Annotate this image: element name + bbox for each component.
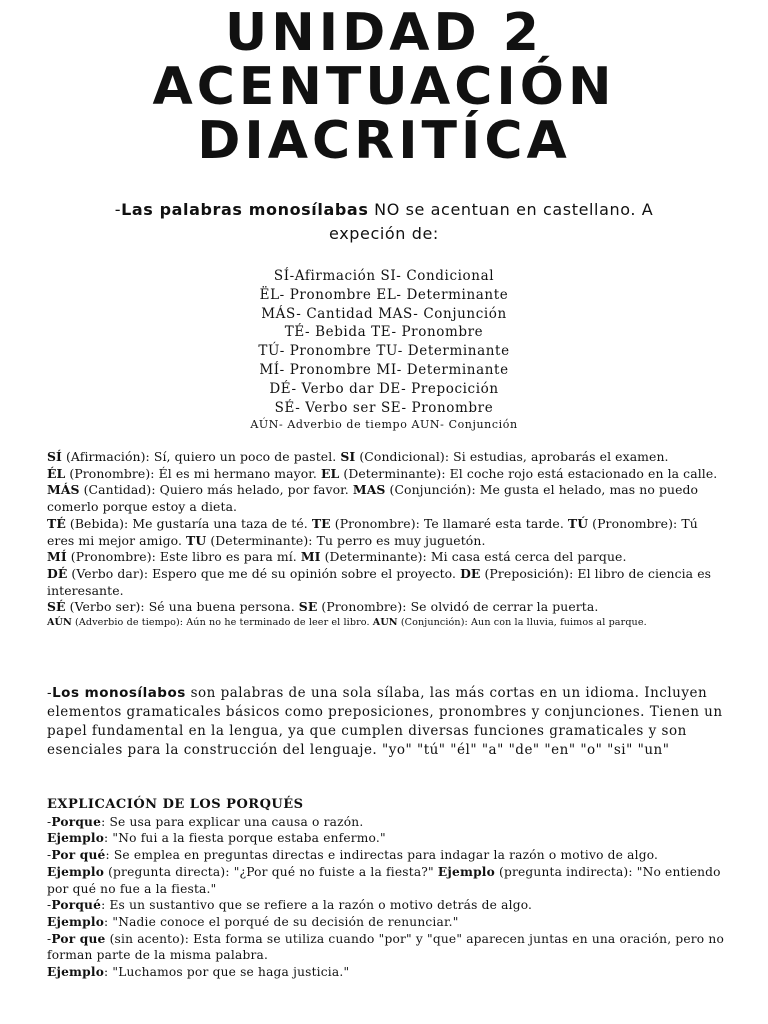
- example-text: (Conjunción): Me gusta el helado, mas no puedo comerlo porque estoy a dieta.: [47, 482, 699, 515]
- porque-text: (sin acento): Esta forma se utiliza cuando "por" y "que" aparecen juntas en una oración, pero no forman parte de la misma palabra.: [47, 931, 724, 963]
- example-word: SÍ: [47, 449, 62, 464]
- diacritic-pairs-list: [0, 267, 768, 433]
- example-word: SI: [340, 449, 356, 464]
- porque-word: Por qué: [51, 848, 106, 863]
- intro-dash: -: [114, 200, 122, 219]
- dash: -: [47, 814, 52, 829]
- porques-heading: EXPLICACIÓN DE LOS PORQUÉS: [47, 797, 304, 812]
- example-text: (Pronombre): Se olvidó de cerrar la puerta.: [317, 599, 599, 615]
- porque-text: : Es un sustantivo que se refiere a la razón o motivo detrás de algo.: [101, 898, 533, 913]
- example-mas: [47, 482, 727, 515]
- pair-item: ËL- Pronombre EL- Determinante: [259, 286, 509, 303]
- porques-section: [47, 797, 727, 981]
- ejemplo-label: Ejemplo: [47, 965, 105, 980]
- porque-noun-definition: [47, 897, 727, 914]
- monosilabos-paragraph: [47, 684, 727, 760]
- example-word: SE: [298, 599, 318, 615]
- porque-example-text: : "No fui a la fiesta porque estaba enfermo.": [104, 831, 386, 846]
- example-text: (Determinante): Tu perro es muy juguetón.: [206, 532, 486, 548]
- example-el: [47, 466, 727, 483]
- pair-item: SÉ- Verbo ser SE- Pronombre: [274, 399, 494, 416]
- mono-dash: -: [47, 685, 53, 701]
- example-aun: [47, 616, 727, 630]
- pair-item: MÁS- Cantidad MAS- Conjunción: [261, 305, 507, 322]
- intro-bold: Las palabras monosílabas: [121, 200, 369, 219]
- example-si: [47, 449, 727, 466]
- example-text: (Preposición): El libro de ciencia es interesante.: [47, 565, 712, 598]
- ejemplo-label: Ejemplo: [47, 864, 105, 879]
- pair-item: SÍ-Afirmación SI- Condicional: [273, 268, 495, 284]
- example-word: AÚN: [47, 617, 72, 629]
- example-text: (Pronombre): Tú eres mi mejor amigo.: [47, 515, 698, 548]
- porque-definition: [47, 814, 727, 831]
- intro-line-2: expeción de:: [329, 224, 439, 243]
- example-text: (Determinante): Mi casa está cerca del parque.: [320, 549, 627, 565]
- example-se: [47, 599, 727, 616]
- example-text: (Cantidad): Quiero más helado, por favor.: [79, 482, 353, 498]
- por-que-separate-definition: [47, 931, 727, 964]
- por-que-definition: [47, 847, 727, 864]
- example-word: TE: [311, 515, 331, 531]
- example-text: (Condicional): Si estudias, aprobarás el examen.: [355, 449, 669, 464]
- example-word: MI: [300, 549, 321, 565]
- porque-example-text: (pregunta indirecta): "No entiendo por qué no fue a la fiesta.": [47, 864, 721, 896]
- title-line-3: DIACRITÍCA: [197, 111, 571, 171]
- example-text: (Pronombre): Te llamaré esta tarde.: [330, 515, 568, 531]
- intro-rest: NO se acentuan en castellano. A: [368, 200, 654, 219]
- title-line-2: ACENTUACIÓN: [152, 57, 616, 117]
- porque-text: : Se emplea en preguntas directas e indirectas para indagar la razón o motivo de algo.: [105, 848, 659, 863]
- example-text: (Determinante): El coche rojo está estacionado en la calle.: [339, 465, 718, 481]
- example-word: TÉ: [47, 515, 66, 531]
- porque-example: [47, 830, 727, 847]
- ejemplo-label: Ejemplo: [47, 914, 105, 929]
- title-line-1: UNIDAD 2: [225, 3, 543, 63]
- pair-item: TÉ- Bebida TE- Pronombre: [284, 324, 484, 341]
- dash: -: [47, 931, 52, 946]
- pair-item: DÉ- Verbo dar DE- Prepocición: [269, 380, 499, 397]
- porque-example-text: : "Luchamos por que se haga justicia.": [104, 965, 350, 980]
- example-word: ÉL: [47, 465, 66, 481]
- example-text: (Bebida): Me gustaría una taza de té.: [65, 515, 312, 531]
- pair-item-aun: AÚN- Adverbio de tiempo AUN- Conjunción: [250, 418, 518, 432]
- ejemplo-label: Ejemplo: [47, 831, 105, 846]
- example-de: [47, 566, 727, 599]
- example-word: MÍ: [47, 549, 67, 565]
- example-text: (Pronombre): Él es mi hermano mayor.: [65, 465, 321, 481]
- porque-text: : Se usa para explicar una causa o razón.: [101, 814, 364, 829]
- example-word: MÁS: [47, 482, 80, 498]
- ejemplo-label: Ejemplo: [437, 864, 495, 879]
- pair-item: MÍ- Pronombre MI- Determinante: [259, 361, 509, 378]
- porque-example-text: : "Nadie conoce el porqué de su decisión de renunciar.": [104, 914, 459, 929]
- example-text: (Verbo ser): Sé una buena persona.: [65, 599, 299, 615]
- pair-item: TÚ- Pronombre TU- Determinante: [258, 343, 510, 360]
- document-title: [0, 3, 768, 171]
- example-word: TU: [186, 532, 207, 548]
- mono-rest: son palabras de una sola sílaba, las más cortas en un idioma. Incluyen elementos gramaticales básicos como preposiciones, pronombres y conjunciones. Tienen un papel fundamental en la lengua, ya que cumplen diversas funciones gramaticales y son esenciales para la construcción del lenguaje. "yo" "tú" "él" "a" "de" "en" "o" "si" "un": [47, 685, 723, 758]
- intro-paragraph: [60, 198, 708, 246]
- dash: -: [47, 898, 52, 913]
- example-mi: [47, 549, 727, 566]
- example-text: (Adverbio de tiempo): Aún no he terminado de leer el libro.: [71, 617, 373, 629]
- dash: -: [47, 848, 52, 863]
- por-que-examples: [47, 864, 727, 897]
- example-word: TÚ: [567, 515, 589, 531]
- example-word: SÉ: [47, 599, 66, 615]
- example-te-tu: [47, 516, 727, 549]
- example-word: EL: [321, 465, 340, 481]
- por-que-separate-example: [47, 964, 727, 981]
- example-text: (Verbo dar): Espero que me dé su opinión sobre el proyecto.: [67, 565, 461, 581]
- example-text: (Conjunción): Aun con la lluvia, fuimos al parque.: [397, 617, 647, 629]
- mono-bold: Los monosílabos: [52, 685, 186, 701]
- example-word: DE: [460, 565, 481, 581]
- example-word: MAS: [352, 482, 386, 498]
- examples-section: [47, 449, 727, 630]
- porque-word: Por que: [51, 931, 106, 946]
- example-word: DÉ: [47, 565, 68, 581]
- example-text: (Pronombre): Este libro es para mí.: [66, 549, 301, 565]
- example-word: AUN: [372, 617, 398, 629]
- example-text: (Afirmación): Sí, quiero un poco de pastel.: [61, 449, 341, 464]
- porque-example-text: (pregunta directa): "¿Por qué no fuiste a la fiesta?": [104, 864, 438, 879]
- porque-noun-example: [47, 914, 727, 931]
- porque-word: Porque: [51, 814, 102, 829]
- porque-word: Porqué: [51, 898, 102, 913]
